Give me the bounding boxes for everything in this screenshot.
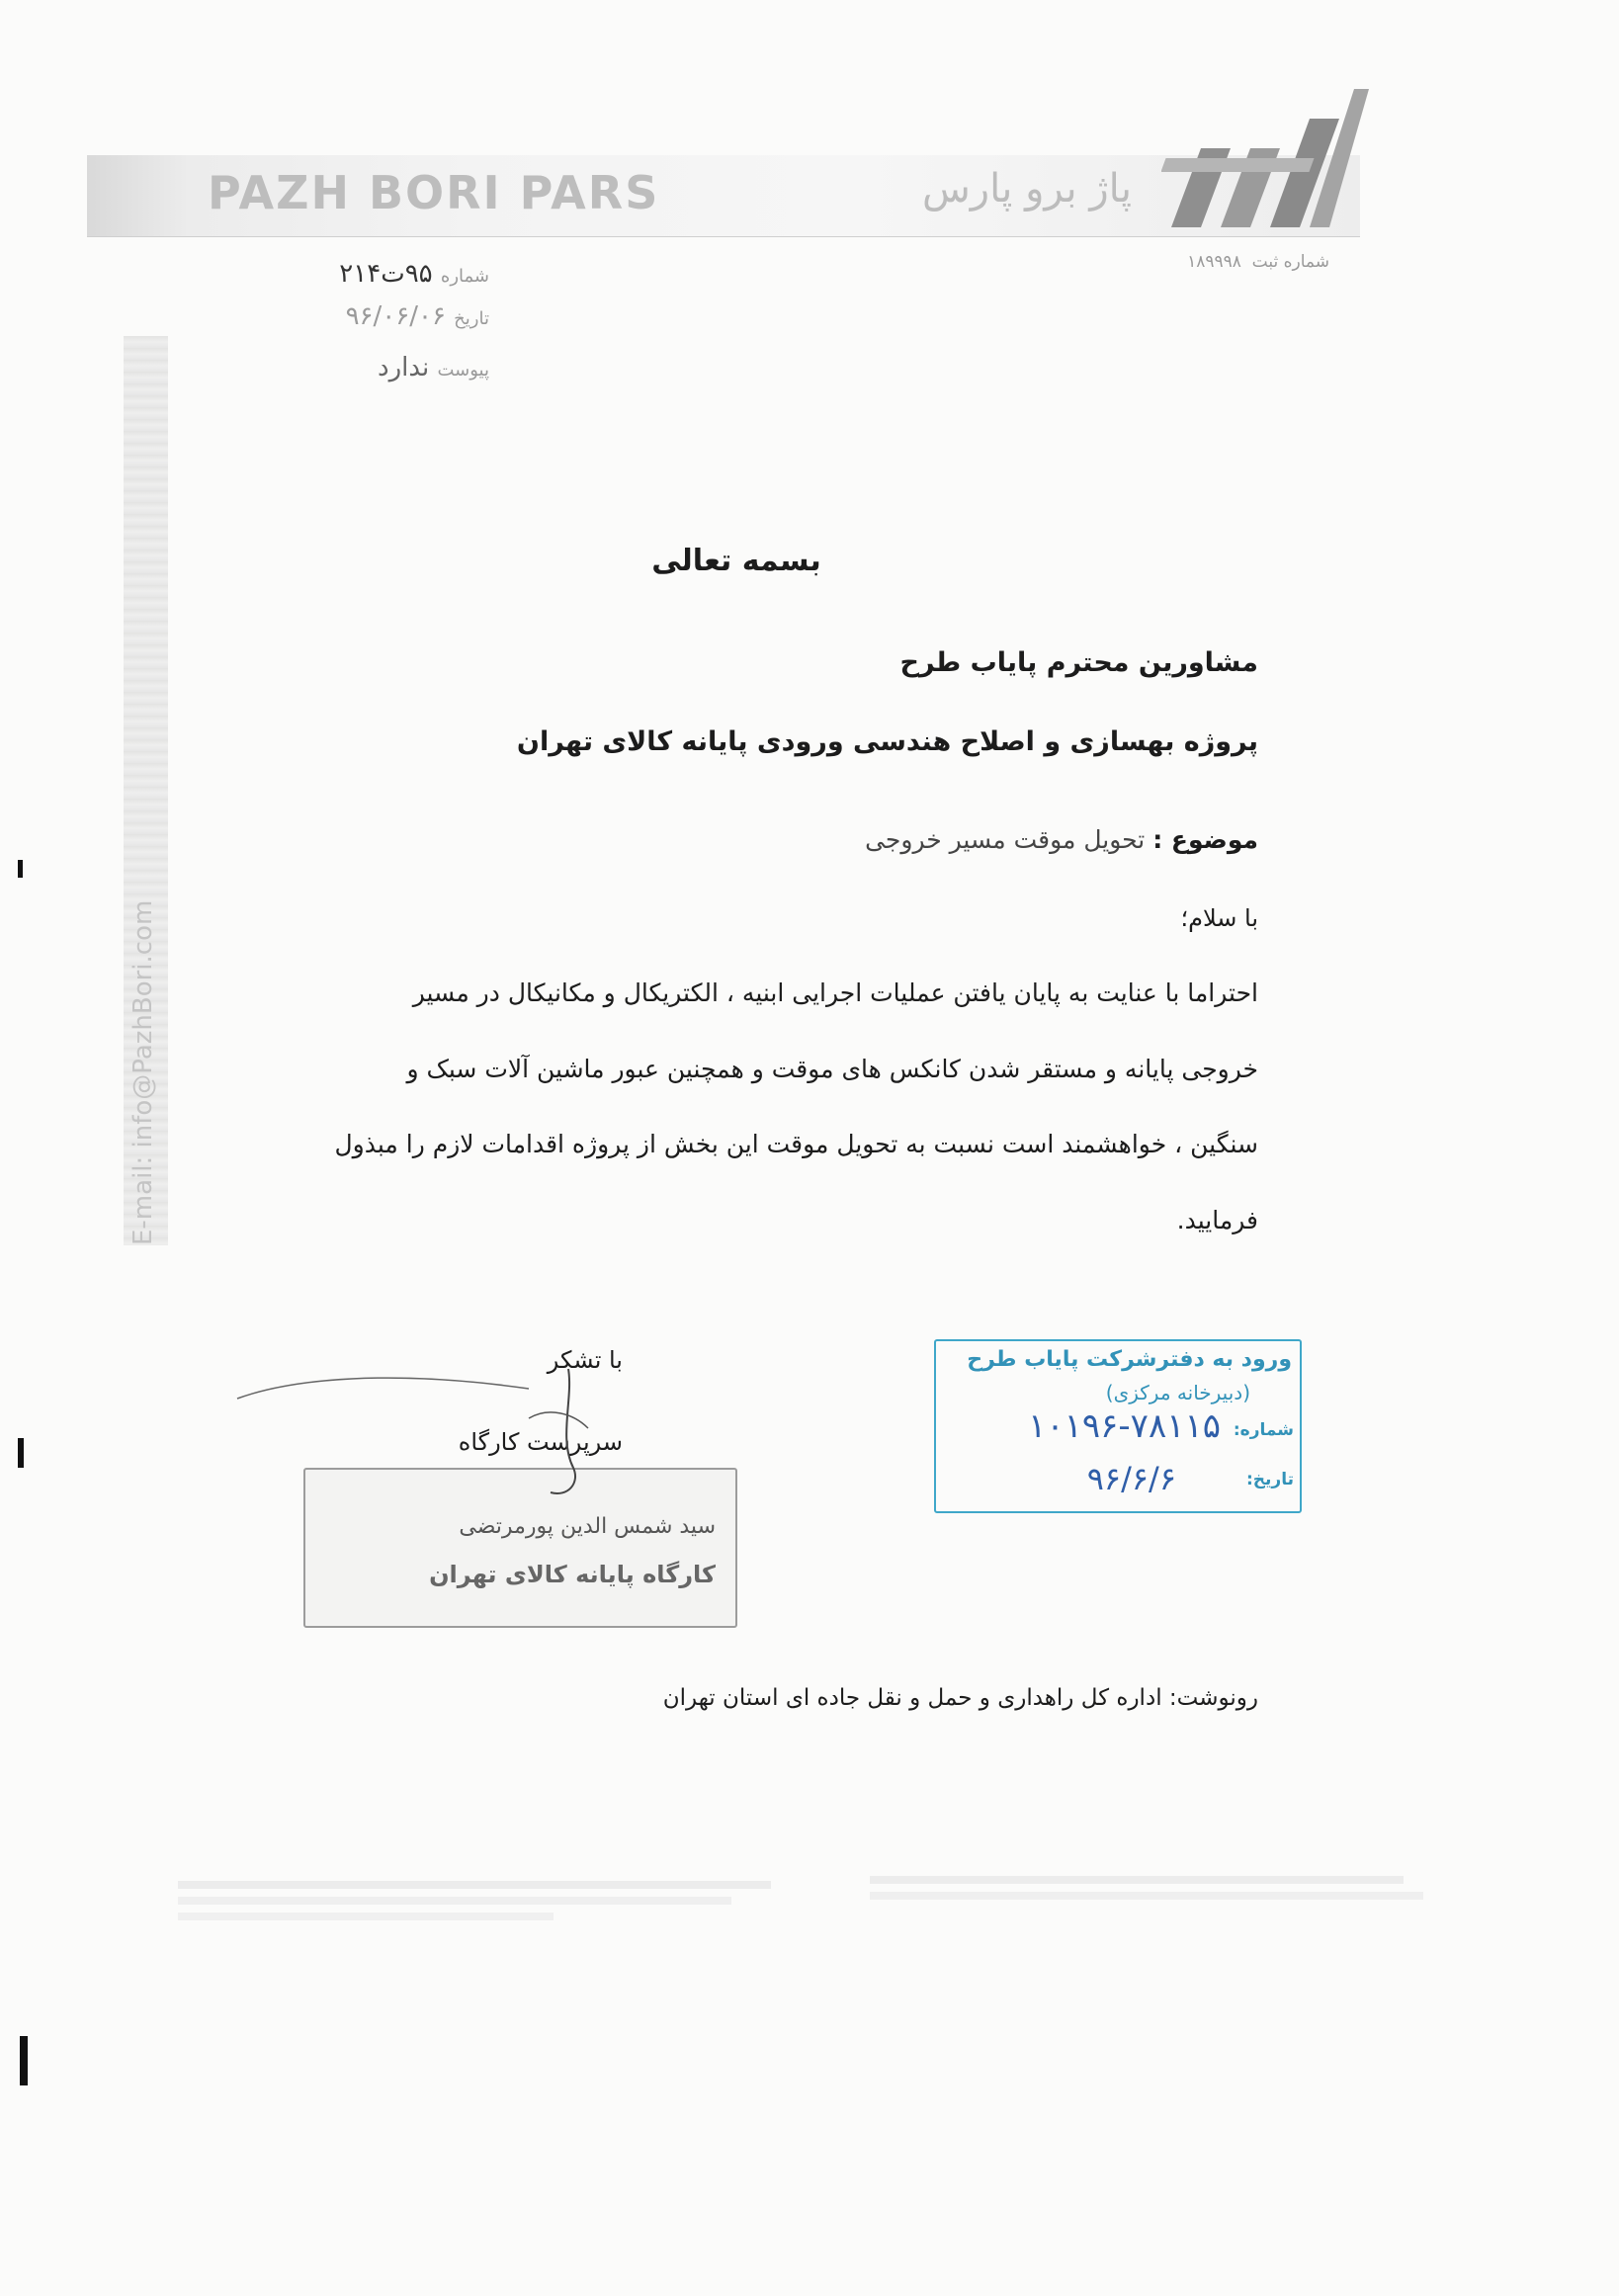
received-stamp — [934, 1339, 1302, 1513]
project-line: پروژه بهسازی و اصلاح هندسی ورودی پایانه کالای تهران — [516, 726, 1258, 757]
signature-stamp-site: کارگاه پایانه کالای تهران — [429, 1561, 716, 1588]
footer-address-left — [178, 1873, 791, 1942]
scan-mark — [18, 860, 23, 878]
cc-line: رونوشت: اداره کل راهداری و حمل و نقل جاده ای استان تهران — [662, 1685, 1258, 1711]
letter-date: تاریخ ۹۶/۰۶/۰۶ — [345, 301, 489, 331]
received-stamp-number: ۱۰۱۹۶-۷۸۱۱۵ — [1028, 1406, 1221, 1446]
received-stamp-title: ورود به دفترشرکت پایاب طرح — [967, 1347, 1292, 1372]
received-stamp-subtitle: (دبیرخانه مرکزی) — [1105, 1381, 1250, 1404]
received-stamp-date: ۹۶/۶/۶ — [1086, 1460, 1176, 1497]
scan-mark — [20, 2036, 28, 2085]
brand-name-persian: پاژ برو پارس — [921, 166, 1132, 212]
scan-mark — [18, 1438, 24, 1468]
closing: با تشکر — [547, 1346, 623, 1374]
handwritten-signature-icon — [232, 1359, 608, 1507]
body-line-2: خروجی پایانه و مستقر شدن کانکس های موقت و همچنین عبور ماشین آلات سبک و — [406, 1055, 1258, 1083]
greeting: با سلام؛ — [1180, 904, 1258, 932]
registration-info: شماره ثبت ۱۸۹۹۹۸ — [1187, 252, 1329, 272]
company-logo-icon — [1161, 89, 1369, 237]
brand-name-latin: PAZH BORI PARS — [208, 166, 660, 219]
body-line-4: فرمایید. — [1176, 1206, 1258, 1234]
footer-address-right — [870, 1868, 1423, 1927]
letter-attachment: پیوست ندارد — [377, 353, 489, 383]
body-line-1: احتراما با عنایت به پایان یافتن عملیات اجرایی ابنیه ، الکتریکال و مکانیکال در مسیر — [412, 978, 1258, 1007]
received-stamp-date-label: تاریخ: — [1246, 1470, 1294, 1489]
invocation: بسمه تعالی — [651, 544, 821, 578]
side-strip-email: E-mail: info@PazhBori.com — [128, 899, 158, 1245]
signature-stamp-name: سید شمس الدین پورمرتضی — [459, 1514, 716, 1539]
recipient-line: مشاورین محترم پایاب طرح — [899, 647, 1258, 678]
subject-line: موضوع : تحویل موقت مسیر خروجی — [865, 825, 1258, 854]
body-line-3: سنگین ، خواهشمند است نسبت به تحویل موقت این بخش از پروژه اقدامات لازم را مبذول — [334, 1130, 1258, 1158]
received-stamp-number-label: شماره: — [1233, 1420, 1294, 1440]
signer-title: سرپرست کارگاه — [458, 1428, 623, 1456]
letter-number: شماره ۹۵ت۲۱۴ — [339, 259, 489, 289]
